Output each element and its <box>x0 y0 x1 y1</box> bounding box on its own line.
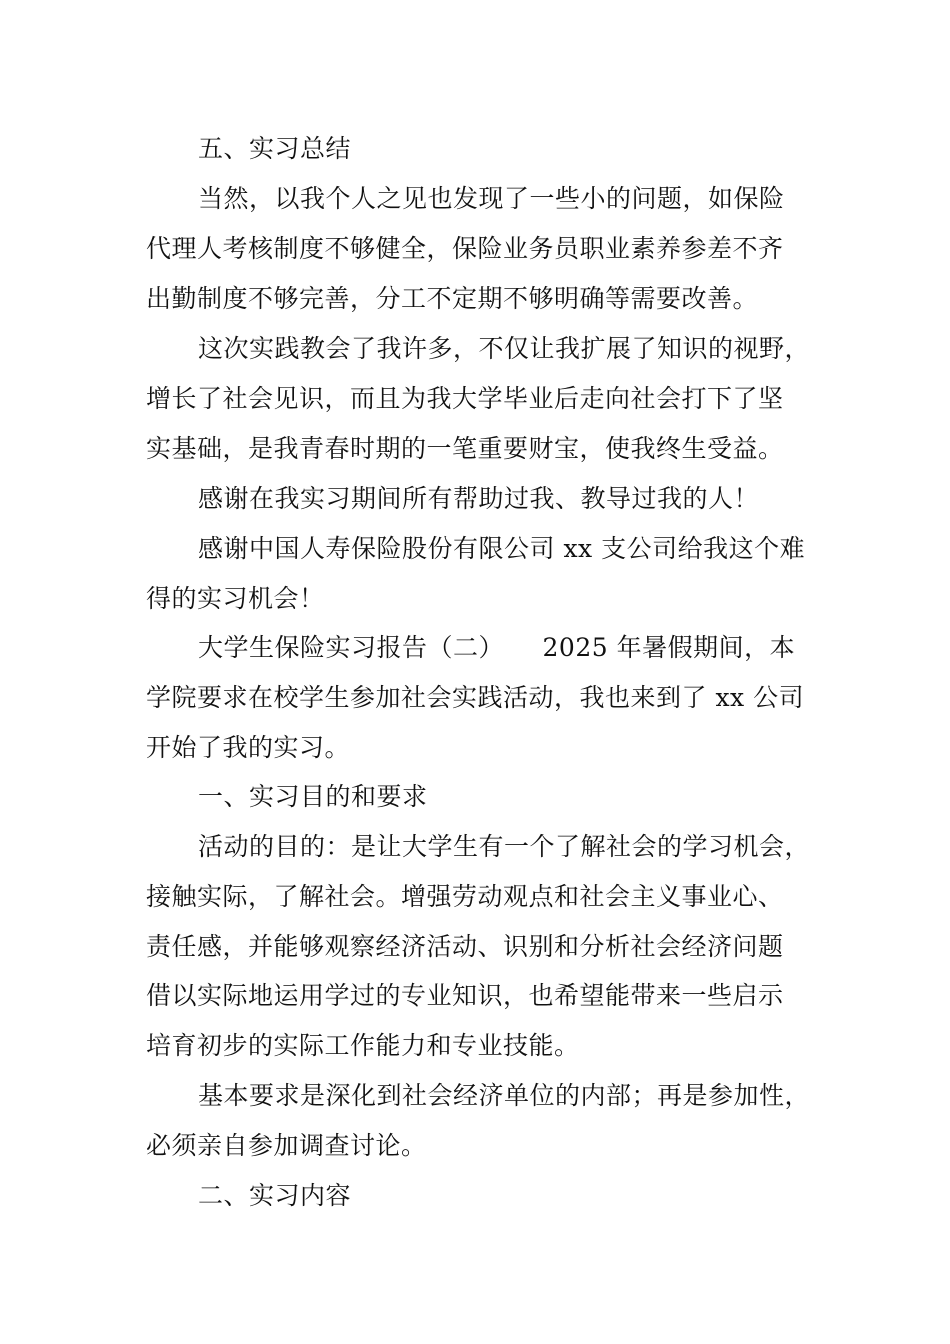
paragraph-line: 基本要求是深化到社会经济单位的内部；再是参加性， <box>198 1081 811 1110</box>
report-title-line: 大学生保险实习报告（二） 2025 年暑假期间，本 <box>198 633 796 662</box>
paragraph-line: 必须亲自参加调查讨论。 <box>146 1131 427 1160</box>
paragraph-line: 出勤制度不够完善，分工不定期不够明确等需要改善。 <box>146 284 759 313</box>
section-heading-content: 二、实习内容 <box>198 1181 352 1210</box>
paragraph-line: 感谢在我实习期间所有帮助过我、教导过我的人！ <box>198 484 760 513</box>
paragraph-line: 增长了社会见识，而且为我大学毕业后走向社会打下了坚 <box>146 384 784 413</box>
paragraph-line: 接触实际，了解社会。增强劳动观点和社会主义事业心、 <box>146 882 784 911</box>
paragraph-line: 培育初步的实际工作能力和专业技能。 <box>146 1031 580 1060</box>
section-heading-purpose: 一、实习目的和要求 <box>198 782 428 811</box>
paragraph-line: 学院要求在校学生参加社会实践活动，我也来到了 xx 公司 <box>146 683 805 712</box>
paragraph-line: 活动的目的：是让大学生有一个了解社会的学习机会， <box>198 832 811 861</box>
paragraph-line: 得的实习机会！ <box>146 584 325 613</box>
paragraph-line: 代理人考核制度不够健全，保险业务员职业素养参差不齐 <box>146 234 784 263</box>
paragraph-line: 开始了我的实习。 <box>146 733 351 762</box>
paragraph-line: 实基础，是我青春时期的一笔重要财宝，使我终生受益。 <box>146 434 784 463</box>
paragraph-line: 感谢中国人寿保险股份有限公司 xx 支公司给我这个难 <box>198 534 806 563</box>
section-heading-summary: 五、实习总结 <box>198 134 352 163</box>
paragraph-line: 这次实践教会了我许多，不仅让我扩展了知识的视野， <box>198 334 811 363</box>
paragraph-line: 责任感，并能够观察经济活动、识别和分析社会经济问题 <box>146 932 784 961</box>
paragraph-line: 借以实际地运用学过的专业知识，也希望能带来一些启示 <box>146 981 784 1010</box>
paragraph-line: 当然，以我个人之见也发现了一些小的问题，如保险 <box>198 184 785 213</box>
